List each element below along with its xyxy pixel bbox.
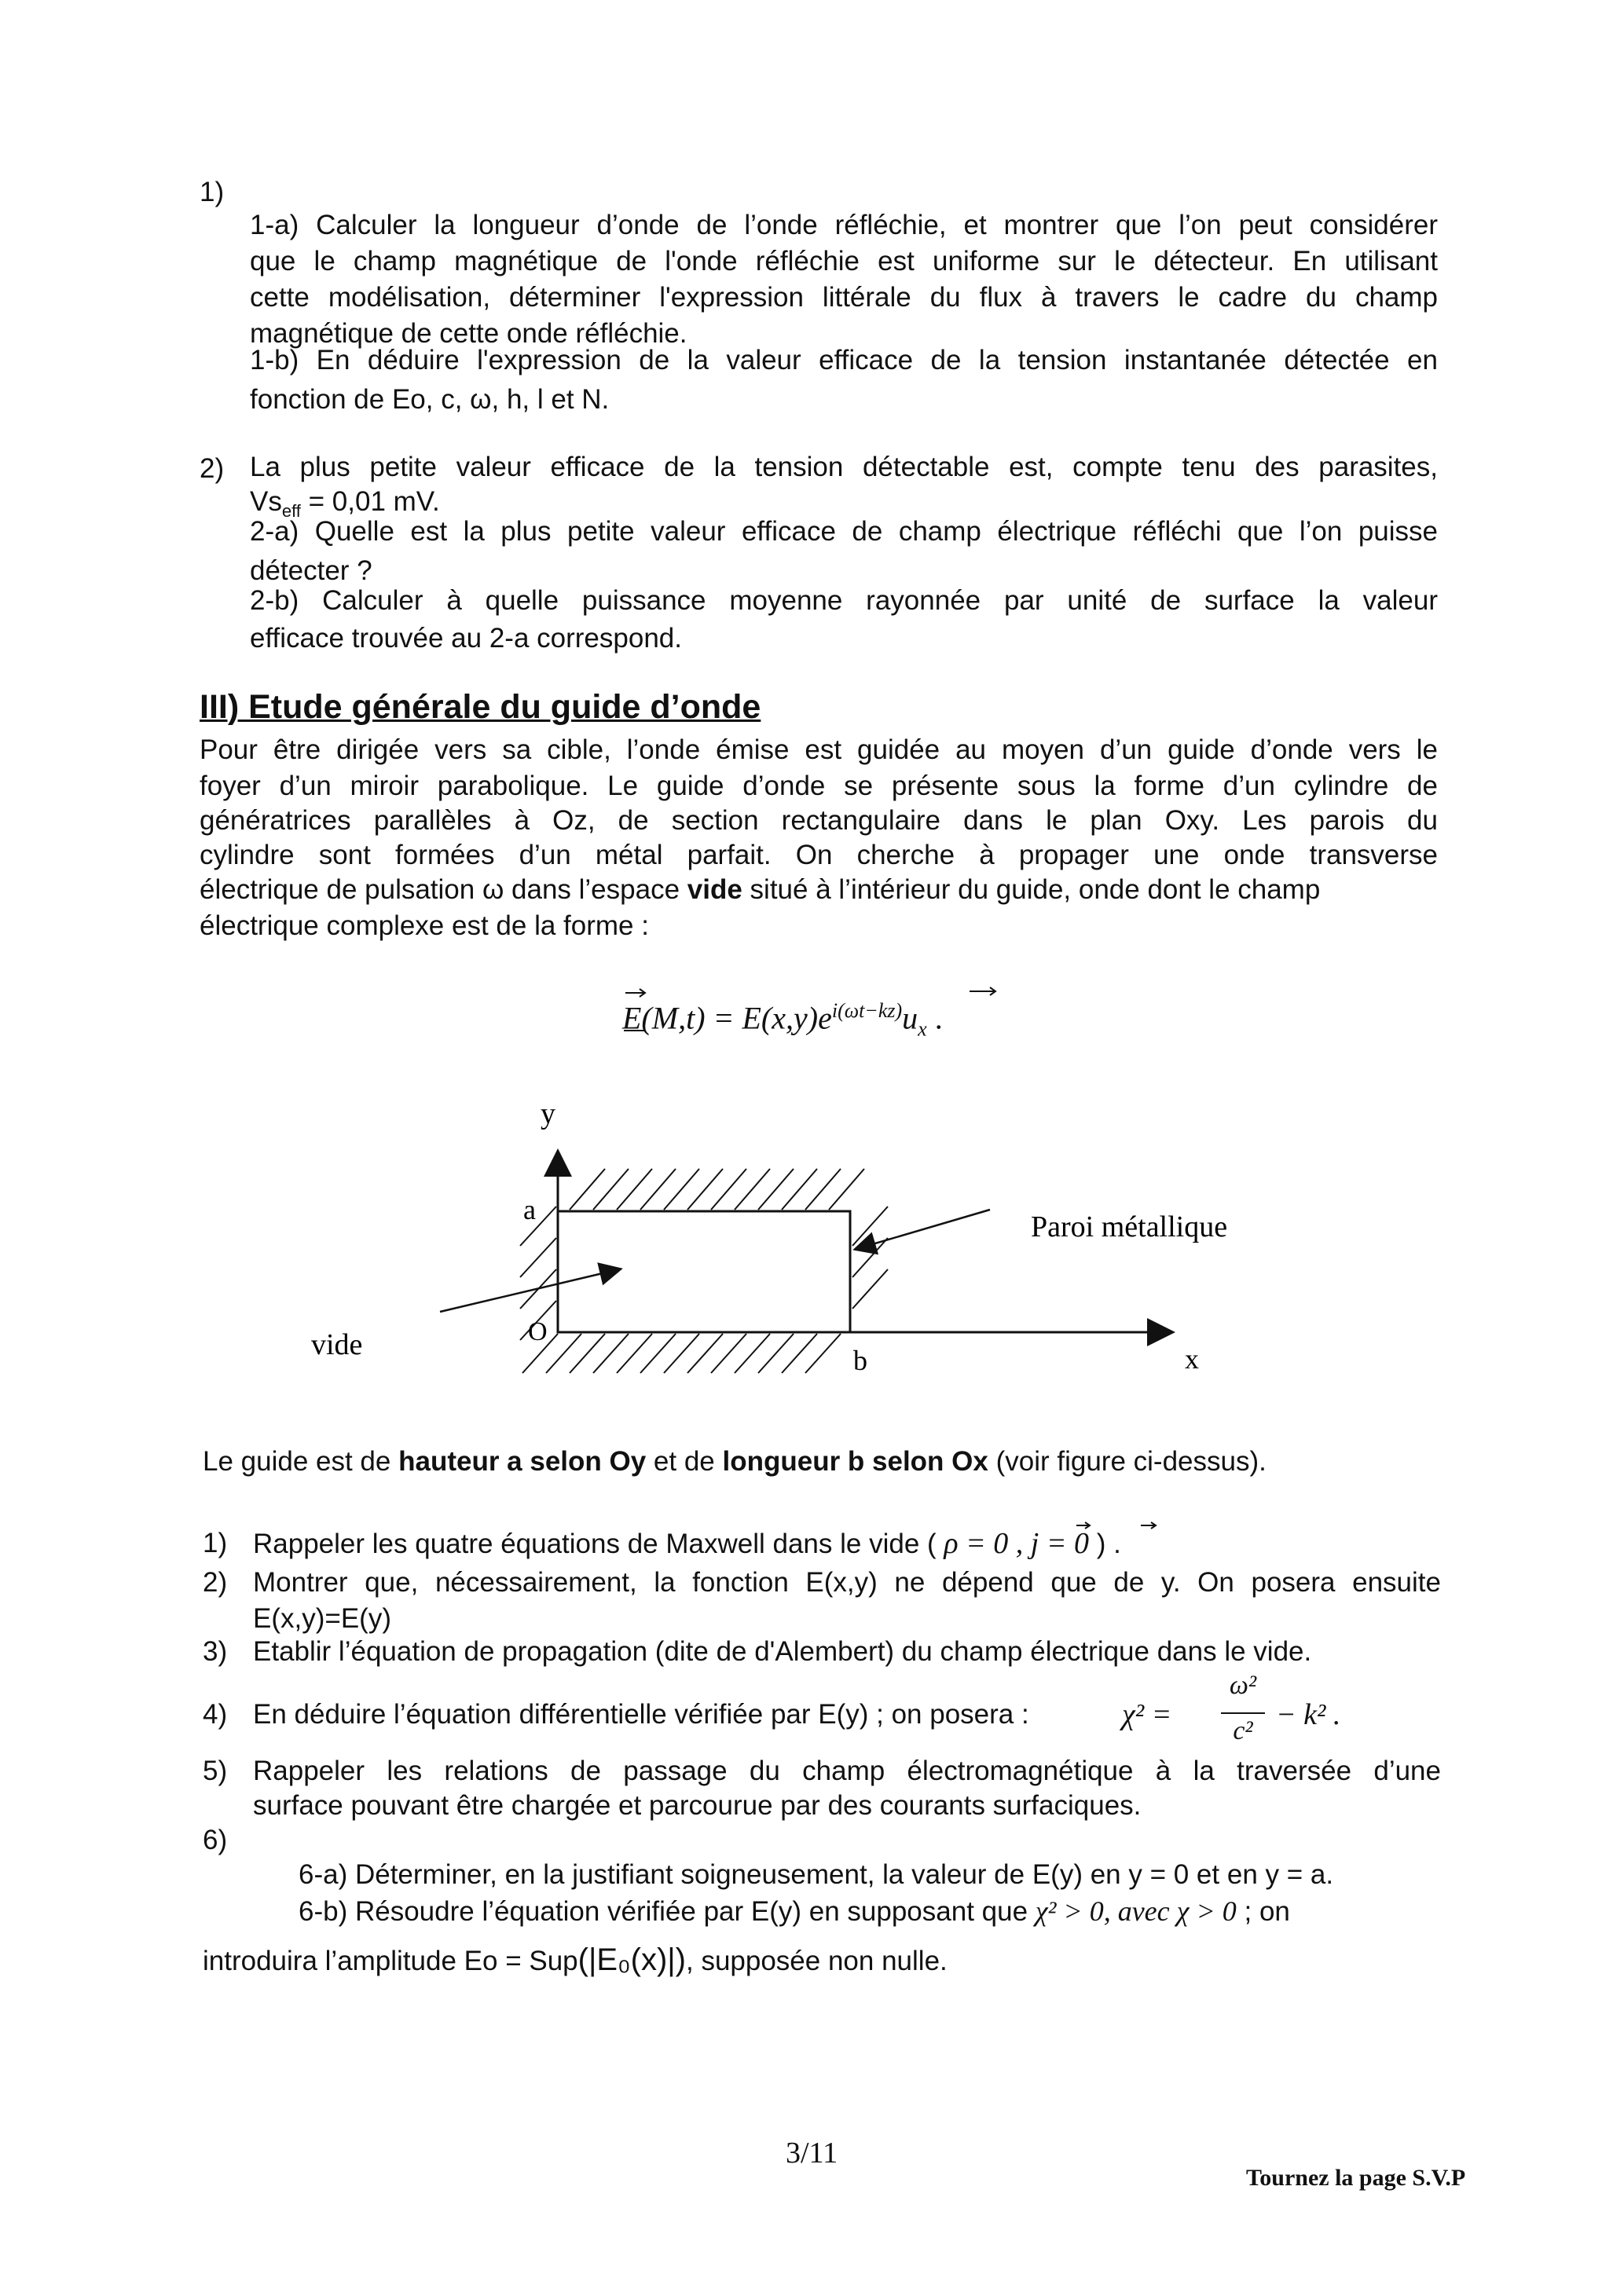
question-1b-line: fonction de Eo, c, ω, h, l et N. bbox=[250, 384, 610, 415]
question-1a-line: que le champ magnétique de l'onde réfléchie est uniforme sur le détecteur. En utilisant bbox=[250, 246, 1438, 276]
question-2-line: La plus petite valeur efficace de la tension détectable est, compte tenu des parasites, bbox=[250, 452, 1438, 482]
intro-line-mixed: électrique de pulsation ω dans l’espace vide situé à l’intérieur du guide, onde dont le champ bbox=[200, 874, 1321, 905]
question-1: Rappeler les quatre équations de Maxwell dans le vide ( ρ = 0 , j = 0 ) . bbox=[253, 1527, 1121, 1560]
paroi-pointer-arrow bbox=[856, 1210, 990, 1249]
guide-description: Le guide est de hauteur a selon Oy et de longueur b selon Ox (voir figure ci-dessus). bbox=[203, 1446, 1267, 1477]
fraction-denominator: c² bbox=[1233, 1716, 1253, 1745]
hatching-bottom bbox=[522, 1334, 841, 1373]
intro-line: Pour être dirigée vers sa cible, l’onde émise est guidée au moyen d’un guide d’onde vers le bbox=[200, 734, 1438, 765]
question-1b-line: 1-b) En déduire l'expression de la valeur efficace de la tension instantanée détectée en bbox=[250, 345, 1438, 375]
question-number: 2) bbox=[203, 1567, 228, 1598]
x-axis-label: x bbox=[1185, 1343, 1199, 1375]
question-1a-line: 1-a) Calculer la longueur d’onde de l’onde réfléchie, et montrer que l’on peut considérer bbox=[250, 210, 1438, 240]
hatching-right bbox=[852, 1207, 888, 1309]
page-number: 3/11 bbox=[786, 2137, 838, 2170]
question-number: 3) bbox=[203, 1636, 228, 1667]
question-2b-line: 2-b) Calculer à quelle puissance moyenne rayonnée par unité de surface la valeur bbox=[250, 585, 1438, 616]
question-number: 5) bbox=[203, 1756, 228, 1786]
fraction-numerator: ω² bbox=[1229, 1671, 1257, 1700]
maxwell-vector-marks bbox=[1053, 1513, 1241, 1544]
vide-pointer-arrow bbox=[440, 1269, 619, 1312]
minus-k-squared: − k² . bbox=[1276, 1698, 1341, 1731]
origin-label: O bbox=[528, 1317, 548, 1346]
question-2a-line: 2-a) Quelle est la plus petite valeur efficace de champ électrique réfléchi que l’on puisse bbox=[250, 516, 1438, 547]
field-equation: $E(M,t) = E(x,y)e^{i(\omega t-kz)}u_x$ . bbox=[622, 999, 943, 1041]
y-axis-label: y bbox=[541, 1097, 555, 1130]
question-2a-line: détecter ? bbox=[250, 555, 372, 586]
height-a-label: a bbox=[523, 1194, 536, 1225]
vide-label: vide bbox=[311, 1328, 363, 1361]
question-2-line: E(x,y)=E(y) bbox=[253, 1603, 391, 1634]
intro-line: cylindre sont formées d’un métal parfait. On cherche à propager une onde transverse bbox=[200, 840, 1438, 870]
waveguide-figure bbox=[299, 1092, 1289, 1390]
guide-section bbox=[558, 1211, 850, 1332]
question-1a-line: cette modélisation, déterminer l'expression littérale du flux à travers le cadre du champ bbox=[250, 282, 1438, 313]
question-2-line: Montrer que, nécessairement, la fonction E(x,y) ne dépend que de y. On posera ensuite bbox=[253, 1567, 1441, 1598]
width-b-label: b bbox=[853, 1345, 867, 1376]
question-6a: 6-a) Déterminer, en la justifiant soigneusement, la valeur de E(y) en y = 0 et en y = a. bbox=[299, 1859, 1334, 1890]
question-number: 1) bbox=[200, 177, 225, 207]
question-2-vs: $Vs_{eff} = 0,01$ mV. bbox=[250, 486, 440, 521]
question-number: 6) bbox=[203, 1825, 228, 1855]
question-2b-line: efficace trouvée au 2-a correspond. bbox=[250, 623, 682, 654]
paroi-label: Paroi métallique bbox=[1031, 1210, 1228, 1243]
hatching-top bbox=[570, 1169, 864, 1210]
question-6b: 6-b) Résoudre l’équation vérifiée par E(y) en supposant que χ² > 0, avec χ > 0 ; on bbox=[299, 1895, 1290, 1927]
fraction-bar bbox=[1221, 1712, 1265, 1714]
question-number: 1) bbox=[203, 1528, 228, 1558]
question-number: 4) bbox=[203, 1699, 228, 1730]
chi-definition: χ² = bbox=[1122, 1698, 1172, 1731]
equation-vector-marks bbox=[621, 977, 1029, 1040]
question-4: En déduire l’équation différentielle vérifiée par E(y) ; on posera : bbox=[253, 1699, 1029, 1730]
turn-page-note: Tournez la page S.V.P bbox=[1246, 2165, 1466, 2191]
question-6b-continued: introduira l’amplitude Eo = Sup(|E₀(x)|), supposée non nulle. bbox=[203, 1943, 948, 1977]
question-5-line: Rappeler les relations de passage du champ électromagnétique à la traversée d’une bbox=[253, 1756, 1441, 1786]
intro-line: génératrices parallèles à Oz, de section rectangulaire dans le plan Oxy. Les parois du bbox=[200, 805, 1438, 836]
question-1a-line: magnétique de cette onde réfléchie. bbox=[250, 318, 687, 349]
question-number: 2) bbox=[200, 453, 225, 484]
question-3: Etablir l’équation de propagation (dite de d'Alembert) du champ électrique dans le vide. bbox=[253, 1636, 1312, 1667]
question-5-line: surface pouvant être chargée et parcourue par des courants surfaciques. bbox=[253, 1790, 1142, 1821]
section-title: III) Etude générale du guide d’onde bbox=[200, 688, 761, 726]
intro-line: foyer d’un miroir parabolique. Le guide d’onde se présente sous la forme d’un cylindre de bbox=[200, 771, 1438, 801]
intro-line: électrique complexe est de la forme : bbox=[200, 910, 649, 941]
